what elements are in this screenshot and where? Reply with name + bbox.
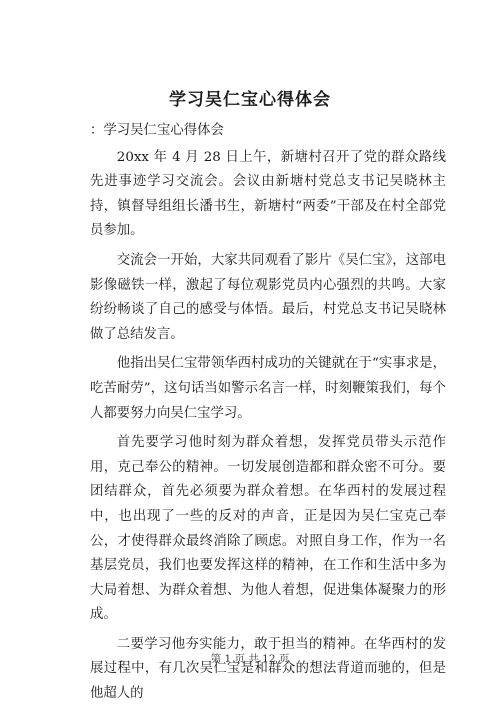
document-subtitle: ：学习吴仁宝心得体会 (90, 123, 224, 138)
paragraph-5: 二要学习他夯实能力，敢于担当的精神。在华西村的发展过程中，有几次吴仁宝是和群众的想法背道而驰的，但是他超人的 (90, 636, 446, 702)
paragraph-2: 交流会一开始，大家共同观看了影片《吴仁宝》，这部电影像磁铁一样，激起了每位观影党员内心强烈的共鸣。大家纷纷畅谈了自己的感受与体悟。最后，村党总支书记吴晓林做了总结发言。 (90, 252, 446, 342)
paragraph-1: 20xx 年 4 月 28 日上午，新塘村召开了党的群众路线先进事迹学习交流会。会议由新塘村党总支书记吴晓林主持，镇督导组组长潘书生，新塘村“两委”干部及在村全部党员参加。 (90, 149, 446, 239)
paragraph-4: 首先要学习他时刻为群众着想，发挥党员带头示范作用，克己奉公的精神。一切发展创造都和群众密不可分。要团结群众，首先必须要为群众着想。在华西村的发展过程中，也出现了一些的反对的声音，正是因为吴仁宝克己奉公，才使得群众最终消除了顾虑。对照自身工作，作为一名基层党员，我们也要发挥这样的精神，在工作和生活中多为大局着想、为群众着想、为他人着想，促进集体凝聚力的形成。 (90, 435, 446, 623)
document-body (90, 119, 446, 712)
paragraph-3: 他指出吴仁宝带领华西村成功的关键就在于“实事求是，吃苦耐劳”，这句话当如警示名言一样，时刻鞭策我们，每个人都要努力向吴仁宝学习。 (90, 356, 446, 421)
document-title: 学习吴仁宝心得体会 (169, 90, 331, 110)
page-number-footer: 第 1 页 共 12 页 (210, 653, 290, 665)
